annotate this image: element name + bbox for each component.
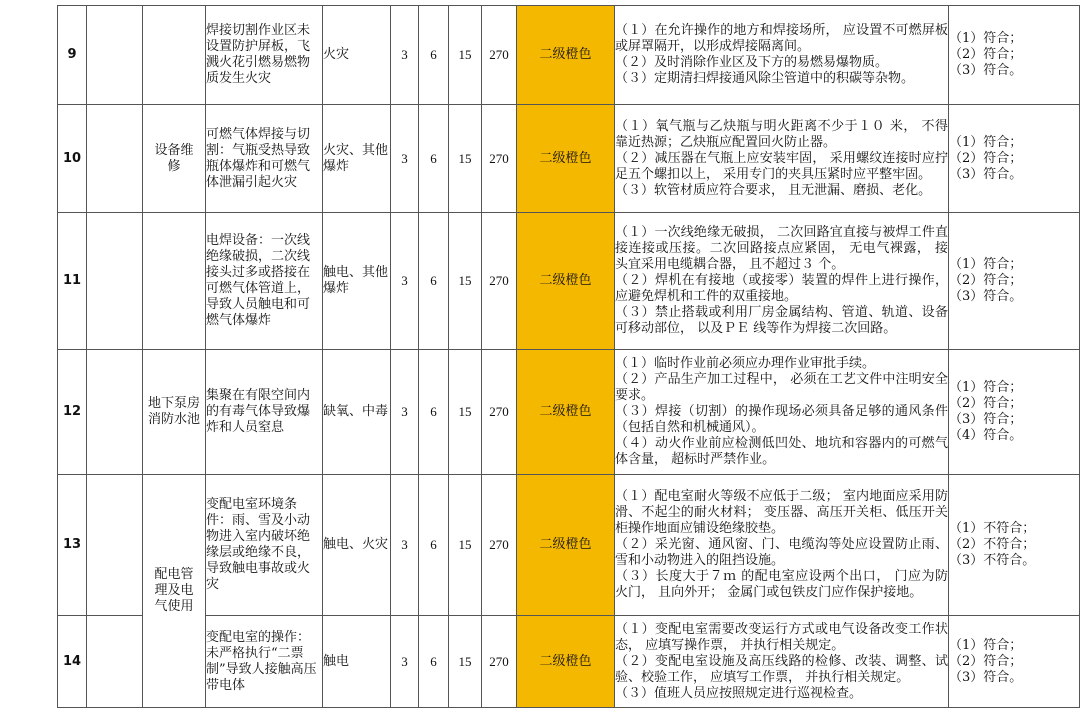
- category-cell: [87, 350, 143, 475]
- measure-item: （１）在允许操作的地方和焊接场所， 应设置不可燃屏板或屏罩隔开，以形成焊接隔离间。: [615, 23, 948, 54]
- row-number: 14: [58, 616, 87, 708]
- compliance-result: [949, 475, 1080, 616]
- group-label-power: 配电管理及电气使用: [154, 567, 194, 614]
- accident-type: 火灾: [323, 6, 391, 105]
- measure-item: （１）变配电室需要改变运行方式或电气设备改变工作状态， 应填写操作票， 并执行相关规定。: [615, 621, 948, 653]
- risk-level-badge: 二级橙色: [517, 475, 615, 616]
- measure-item: （２）产品生产加工过程中， 必须在工艺文件中注明安全要求。: [615, 372, 948, 403]
- verdict-item: （1）符合；: [949, 134, 1023, 150]
- score-l: 3: [391, 6, 419, 105]
- verdict-item: （4）符合。: [949, 428, 1023, 443]
- row-number: 10: [58, 105, 87, 213]
- hazard-description: 可燃气体焊接与切割：气瓶受热导致瓶体爆炸和可燃气体泄漏引起火灾: [206, 105, 323, 213]
- measure-item: （３）值班人员应按照规定进行巡视检查。: [615, 685, 863, 701]
- verdict-item: （2）符合；: [949, 396, 1023, 411]
- compliance-result: [949, 105, 1080, 213]
- row-number: 11: [58, 213, 87, 350]
- verdict-item: （3）符合。: [949, 63, 1023, 78]
- verdict-item: （2）符合；: [949, 653, 1023, 669]
- verdict-item: （3）符合。: [949, 166, 1023, 182]
- score-d: 270: [482, 475, 517, 616]
- area-cell: [143, 350, 206, 475]
- hazard-description: 集聚在有限空间内的有毒气体导致爆炸和人员窒息: [206, 350, 323, 475]
- verdict-item: （3）符合；: [949, 412, 1023, 427]
- control-measures: [615, 350, 949, 475]
- score-c: 15: [449, 350, 482, 475]
- measure-item: （２）采光窗、通风窗、门、电缆沟等处应设置防止雨、雪和小动物进入的阻挡设施。: [615, 537, 948, 568]
- measure-item: （２）变配电室设施及高压线路的检修、改装、调整、试验、校验工作， 应填写工作票， 并执行相关规定。: [615, 653, 948, 685]
- area-cell: [143, 475, 206, 708]
- table-row: [58, 6, 1080, 105]
- area-label: 地下泵房消防水池: [147, 396, 200, 427]
- verdict-item: （3）不符合。: [949, 553, 1036, 568]
- accident-type: 触电、其他爆炸: [323, 213, 391, 350]
- measure-item: （２）及时消除作业区及下方的易燃易爆物质。: [615, 55, 889, 70]
- measure-item: （２）减压器在气瓶上应安装牢固， 采用螺纹连接时应拧足五个螺扣以上， 采用专门的夹具压紧时应平整牢固。: [615, 150, 948, 182]
- measure-item: （１）配电室耐火等级不应低于二级； 室内地面应采用防滑、不起尘的耐火材料； 变压器、高压开关柜、低压开关柜操作地面应铺设绝缘胶垫。: [615, 489, 948, 536]
- score-e: 6: [419, 6, 449, 105]
- accident-type: 触电: [323, 616, 391, 708]
- category-cell: [87, 616, 143, 708]
- accident-type: 火灾、其他爆炸: [323, 105, 391, 213]
- control-measures: [615, 6, 949, 105]
- hazard-description: 电焊设备：一次线绝缘破损，二次线接头过多或搭接在可燃气体管道上，导致人员触电和可燃气体爆炸: [206, 213, 323, 350]
- measure-item: （３）焊接（切割）的操作现场必须具备足够的通风条件（包括自然和机械通风）。: [615, 404, 948, 435]
- category-cell: [87, 6, 143, 105]
- control-measures: [615, 475, 949, 616]
- measure-item: （２）焊机在有接地（或接零）装置的焊件上进行操作， 应避免焊机和工件的双重接地。: [615, 273, 948, 304]
- category-cell: [87, 105, 143, 213]
- measure-item: （４）动火作业前应检测低凹处、地坑和容器内的可燃气体含量， 超标时严禁作业。: [615, 436, 948, 467]
- verdict-item: （1）符合；: [949, 31, 1023, 46]
- control-measures: [615, 213, 949, 350]
- measure-item: （３）禁止搭载或利用厂房金属结构、管道、轨道、设备可移动部位， 以及ＰＥ 线等作为焊接二次回路。: [615, 305, 948, 336]
- measure-item: （１）氧气瓶与乙炔瓶与明火距离不少于１０ 米， 不得靠近热源；乙炔瓶应配置回火防止器。: [615, 118, 948, 150]
- score-d: 270: [482, 350, 517, 475]
- compliance-result: [949, 213, 1080, 350]
- verdict-item: （2）符合；: [949, 273, 1023, 288]
- score-d: 270: [482, 616, 517, 708]
- accident-type: 缺氧、中毒: [323, 350, 391, 475]
- verdict-item: （2）符合；: [949, 47, 1023, 62]
- control-measures: [615, 105, 949, 213]
- measure-item: （３）定期清扫焊接通风除尘管道中的积碳等杂物。: [615, 71, 915, 86]
- score-c: 15: [449, 105, 482, 213]
- score-e: 6: [419, 475, 449, 616]
- score-e: 6: [419, 350, 449, 475]
- table-row: [58, 475, 1080, 616]
- area-cell: [143, 105, 206, 213]
- score-d: 270: [482, 213, 517, 350]
- risk-level-badge: 二级橙色: [517, 6, 615, 105]
- measure-item: （１）一次线绝缘无破损， 二次回路宜直接与被焊工件直接连接或压接。二次回路接点应紧固， 无电气裸露， 接头宜采用电缆耦合器， 且不超过３ 个。: [615, 225, 948, 272]
- group-label-equipment: 设备维修: [154, 142, 194, 174]
- table-row: [58, 105, 1080, 213]
- compliance-result: [949, 350, 1080, 475]
- score-d: 270: [482, 105, 517, 213]
- score-e: 6: [419, 105, 449, 213]
- area-cell: [143, 213, 206, 350]
- hazard-description: 焊接切割作业区未设置防护屏板，飞溅火花引燃易燃物质发生火灾: [206, 6, 323, 105]
- verdict-item: （1）符合；: [949, 257, 1023, 272]
- accident-type: 触电、火灾: [323, 475, 391, 616]
- score-e: 6: [419, 213, 449, 350]
- verdict-item: （2）不符合；: [949, 537, 1036, 552]
- table-row: [58, 350, 1080, 475]
- score-l: 3: [391, 105, 419, 213]
- verdict-item: （1）符合；: [949, 637, 1023, 653]
- score-l: 3: [391, 350, 419, 475]
- area-cell: [143, 6, 206, 105]
- risk-level-badge: 二级橙色: [517, 616, 615, 708]
- measure-item: （３）长度大于７ｍ 的配电室应设两个出口， 门应为防火门， 且向外开； 金属门或包铁皮门应作保护接地。: [615, 569, 948, 600]
- score-c: 15: [449, 616, 482, 708]
- table-row: [58, 213, 1080, 350]
- score-c: 15: [449, 213, 482, 350]
- compliance-result: [949, 616, 1080, 708]
- score-l: 3: [391, 213, 419, 350]
- compliance-result: [949, 6, 1080, 105]
- control-measures: [615, 616, 949, 708]
- risk-assessment-table: [57, 5, 1080, 708]
- hazard-description: 变配电室环境条件：雨、雪及小动物进入室内破坏绝缘层或绝缘不良，导致触电事故或火灾: [206, 475, 323, 616]
- category-cell: [87, 213, 143, 350]
- verdict-item: （1）符合；: [949, 380, 1023, 395]
- score-c: 15: [449, 475, 482, 616]
- category-cell: [87, 475, 143, 616]
- risk-level-badge: 二级橙色: [517, 213, 615, 350]
- hazard-description: 变配电室的操作：未严格执行“二票制”导致人接触高压带电体: [206, 616, 323, 708]
- verdict-item: （3）符合。: [949, 669, 1023, 685]
- score-d: 270: [482, 6, 517, 105]
- score-l: 3: [391, 616, 419, 708]
- row-number: 13: [58, 475, 87, 616]
- measure-item: （３）软管材质应符合要求， 且无泄漏、磨损、老化。: [615, 182, 932, 198]
- risk-level-badge: 二级橙色: [517, 350, 615, 475]
- score-l: 3: [391, 475, 419, 616]
- measure-item: （１）临时作业前必须应办理作业审批手续。: [615, 356, 876, 371]
- risk-level-badge: 二级橙色: [517, 105, 615, 213]
- verdict-item: （3）符合。: [949, 289, 1023, 304]
- score-e: 6: [419, 616, 449, 708]
- verdict-item: （2）符合；: [949, 150, 1023, 166]
- row-number: 9: [58, 6, 87, 105]
- verdict-item: （1）不符合；: [949, 521, 1036, 536]
- score-c: 15: [449, 6, 482, 105]
- table-row: [58, 616, 1080, 708]
- row-number: 12: [58, 350, 87, 475]
